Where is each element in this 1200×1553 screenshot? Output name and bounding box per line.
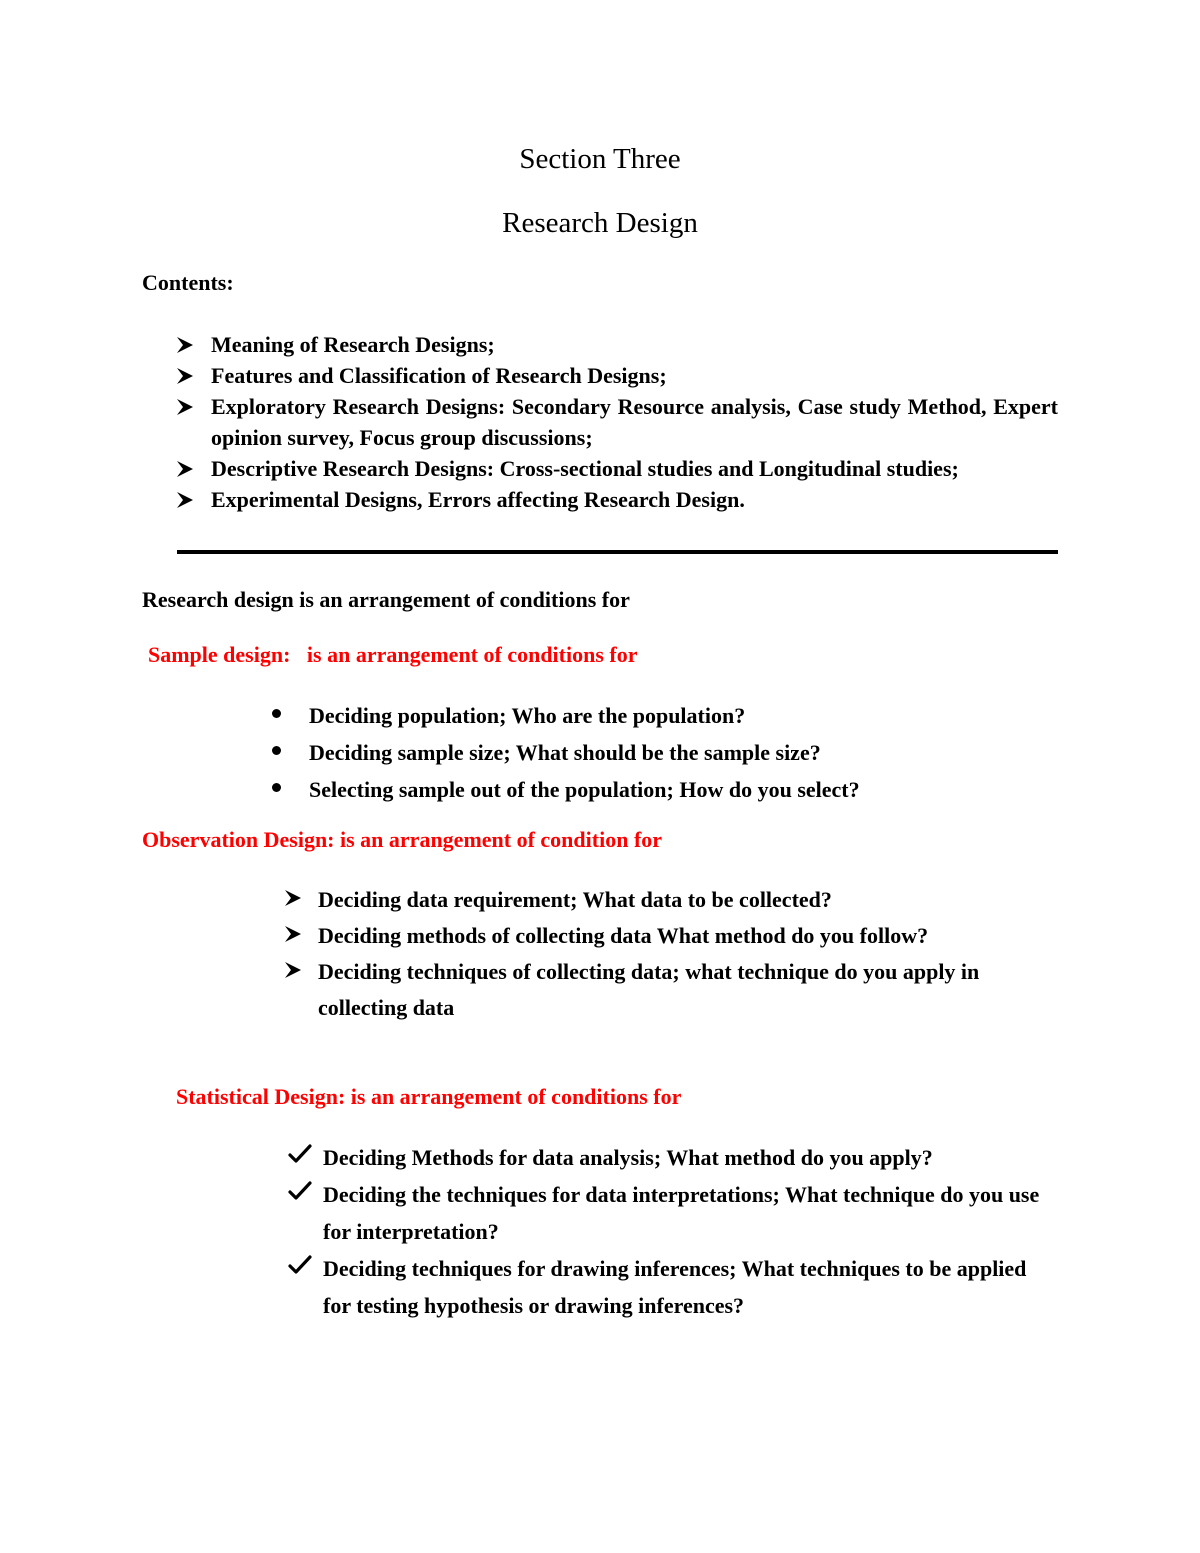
list-item-text: Deciding methods of collecting data What method do you follow?	[318, 923, 929, 948]
checkmark-icon	[288, 1144, 312, 1164]
statistical-design-list	[288, 1139, 1058, 1324]
horizontal-rule	[177, 550, 1058, 554]
list-item	[283, 882, 1053, 918]
checkmark-icon	[288, 1255, 312, 1275]
list-item	[288, 1139, 1058, 1176]
sample-design-list	[272, 697, 1072, 808]
list-item-text: Deciding techniques for drawing inferences; What techniques to be applied for testing hypothesis or drawing inferences?	[323, 1256, 1027, 1318]
contents-item-text: Meaning of Research Designs;	[211, 332, 495, 357]
list-item	[272, 771, 1072, 808]
contents-label: Contents:	[142, 270, 234, 295]
contents-item	[175, 391, 1058, 453]
contents-item-text: Exploratory Research Designs: Secondary Resource analysis, Case study Method, Expert opinion survey, Focus group discussions;	[211, 394, 1058, 450]
list-item-text: Selecting sample out of the population; How do you select?	[309, 777, 860, 802]
arrowhead-bullet-icon	[175, 491, 195, 509]
list-item	[288, 1176, 1058, 1250]
sample-design-heading: Sample design: is an arrangement of conditions for	[148, 642, 638, 667]
list-item-text: Deciding techniques of collecting data; what technique do you apply in collecting data	[318, 959, 980, 1020]
contents-item-text: Experimental Designs, Errors affecting Research Design.	[211, 487, 745, 512]
list-item	[283, 954, 1053, 1026]
list-item	[283, 918, 1053, 954]
list-item-text: Deciding Methods for data analysis; What method do you apply?	[323, 1145, 933, 1170]
contents-item	[175, 329, 1058, 360]
arrowhead-bullet-icon	[283, 925, 303, 943]
intro-paragraph: Research design is an arrangement of conditions for	[142, 587, 630, 612]
contents-item	[175, 360, 1058, 391]
list-item-text: Deciding the techniques for data interpretations; What technique do you use for interpretation?	[323, 1182, 1040, 1244]
bullet-dot-icon	[272, 746, 281, 755]
section-title: Section Three	[519, 143, 681, 175]
list-item	[272, 697, 1072, 734]
checkmark-icon	[288, 1181, 312, 1201]
observation-design-heading: Observation Design: is an arrangement of condition for	[142, 827, 663, 852]
contents-item	[175, 484, 1058, 515]
bullet-dot-icon	[272, 709, 281, 718]
contents-item-text: Descriptive Research Designs: Cross-sectional studies and Longitudinal studies;	[211, 456, 959, 481]
contents-list	[175, 329, 1058, 515]
contents-item-text: Features and Classification of Research Designs;	[211, 363, 667, 388]
chapter-title: Research Design	[502, 207, 698, 239]
bullet-dot-icon	[272, 783, 281, 792]
arrowhead-bullet-icon	[283, 961, 303, 979]
list-item	[272, 734, 1072, 771]
arrowhead-bullet-icon	[283, 889, 303, 907]
contents-item	[175, 453, 1058, 484]
arrowhead-bullet-icon	[175, 367, 195, 385]
list-item-text: Deciding data requirement; What data to be collected?	[318, 887, 832, 912]
list-item	[288, 1250, 1058, 1324]
arrowhead-bullet-icon	[175, 336, 195, 354]
list-item-text: Deciding sample size; What should be the sample size?	[309, 740, 821, 765]
arrowhead-bullet-icon	[175, 398, 195, 416]
list-item-text: Deciding population; Who are the population?	[309, 703, 746, 728]
observation-design-list	[283, 882, 1053, 1026]
arrowhead-bullet-icon	[175, 460, 195, 478]
statistical-design-heading: Statistical Design: is an arrangement of conditions for	[176, 1084, 682, 1109]
